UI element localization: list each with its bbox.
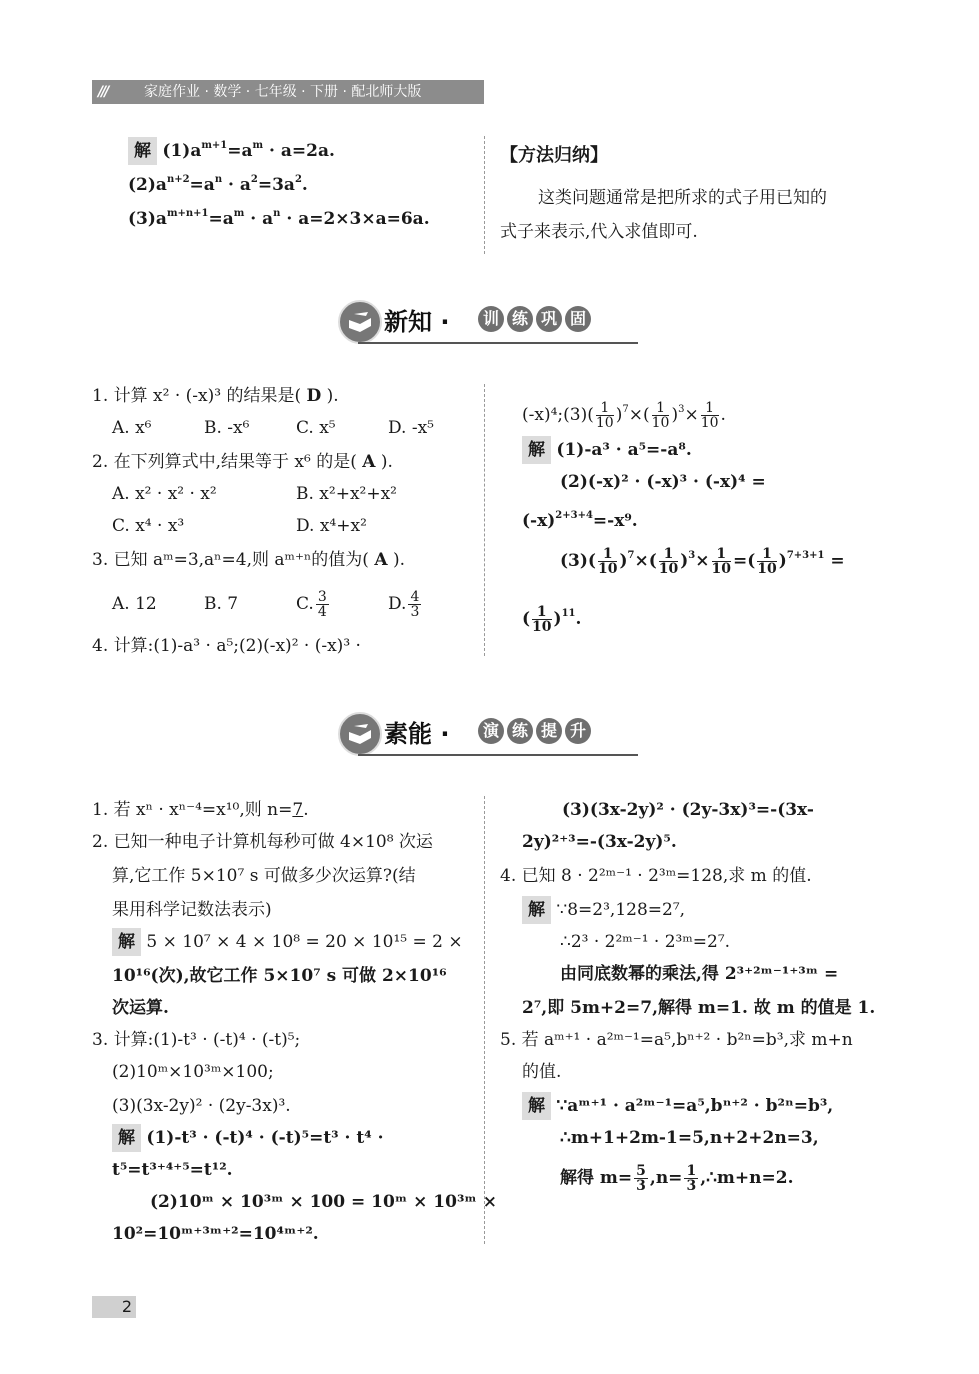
banner-title: 新知 ·: [384, 308, 450, 336]
banner-title: 素能 ·: [384, 720, 450, 748]
top-solution-line-1: 解 $(1)a^{m+1}=a^m \cdot a=2a$.: [128, 132, 335, 165]
s1-q2-opt-d: D. x⁴+x²: [296, 516, 367, 536]
s2-q3-line-2: (2)10ᵐ×10³ᵐ×100;: [112, 1062, 274, 1082]
s1-solution-line-5: ( $\frac{1}{10}$ )$^{11}$.: [522, 604, 582, 635]
column-divider: [484, 136, 485, 254]
s1-q1-opt-a: A. x⁶: [112, 418, 152, 438]
s2-q3-solution-4: 10²=10ᵐ⁺³ᵐ⁺²=10⁴ᵐ⁺².: [112, 1224, 319, 1244]
top-solution-line-3: $(3)a^{m+n+1}=a^m \cdot a^n \cdot a=2\times 3\times a=6a$.: [128, 208, 430, 229]
s1-q3-opt-c: C. $\frac{3}{4}$: [296, 589, 327, 620]
s2-q3-line-1: 3. 计算:(1)-t³ · (-t)⁴ · (-t)⁵;: [92, 1030, 301, 1050]
s1-solution-line-1: 解 (1)-a³ · a⁵=-a⁸.: [522, 436, 692, 464]
pencil-book-icon: [338, 712, 382, 756]
s2-q5-line-2: 的值.: [522, 1062, 562, 1082]
header-title: 家庭作业 · 数学 · 七年级 · 下册 · 配北师大版: [144, 84, 422, 100]
s2-q4-solution-2: ∴2³ · 2²ᵐ⁻¹ · 2³ᵐ=2⁷.: [560, 932, 731, 952]
section-banner-new-knowledge: [338, 296, 638, 348]
s2-q5-solution-1: 解 ∵aᵐ⁺¹ · a²ᵐ⁻¹=a⁵,bⁿ⁺² · b²ⁿ=b³,: [522, 1092, 833, 1120]
solution-tag: 解: [128, 137, 157, 165]
column-divider: [484, 796, 485, 1244]
s1-q1: 1. 计算 x² · (-x)³ 的结果是( D ).: [92, 386, 339, 406]
page-number: 2: [92, 1296, 136, 1318]
s1-q3-opt-b: B. 7: [204, 594, 239, 614]
s1-q4: 4. 计算:(1)-a³ · a⁵;(2)(-x)² · (-x)³ ·: [92, 636, 361, 656]
s2-q2-line-2: 算,它工作 5×10⁷ s 可做多少次运算?(结: [112, 866, 416, 886]
s1-q1-opt-c: C. x⁵: [296, 418, 336, 438]
s1-q4-continued: (-x)⁴;(3)( $\frac{1}{10}$ )$^7$×( $\frac{1}{10}$ )$^3$× $\frac{1}{10}$ .: [522, 400, 726, 431]
s2-q2-line-1: 2. 已知一种电子计算机每秒可做 4×10⁸ 次运: [92, 832, 433, 852]
s1-q2-opt-a: A. x² · x² · x²: [112, 484, 217, 504]
s2-q5-solution-3: 解得 m= $\frac{5}{3}$ ,n= $\frac{1}{3}$ ,∴m+n=2.: [560, 1163, 794, 1194]
section-banner-skills: [338, 708, 638, 760]
s1-q3-opt-a: A. 12: [112, 594, 157, 614]
s2-q2-solution-2: 10¹⁶(次),故它工作 5×10⁷ s 可做 2×10¹⁶: [112, 966, 447, 986]
s1-solution-line-2: (2)(-x)² · (-x)³ · (-x)⁴ =: [560, 472, 766, 492]
s2-q2-solution-3: 次运算.: [112, 998, 169, 1018]
s2-q3-solution-3: (2)10ᵐ × 10³ᵐ × 100 = 10ᵐ × 10³ᵐ ×: [150, 1192, 497, 1212]
s1-q2-opt-b: B. x²+x²+x²: [296, 484, 397, 504]
s2-q5-solution-2: ∴m+1+2m-1=5,n+2+2n=3,: [560, 1128, 819, 1148]
s1-solution-line-3: $(-x)^{2+3+4}=-x^9$.: [522, 510, 638, 531]
s1-q1-opt-d: D. -x⁵: [388, 418, 434, 438]
top-solution-line-2: $(2)a^{n+2}=a^n \cdot a^2=3a^2$.: [128, 174, 308, 195]
banner-underline: [358, 754, 638, 756]
s2-q4-solution-3: 由同底数幂的乘法,得 2³⁺²ᵐ⁻¹⁺³ᵐ =: [560, 964, 839, 984]
column-divider: [484, 384, 485, 656]
s2-q3-solution-6: 2y)²⁺³=-(3x-2y)⁵.: [522, 832, 677, 852]
s2-q4-solution-4: 2⁷,即 5m+2=7,解得 m=1. 故 m 的值是 1.: [522, 998, 876, 1018]
s2-q4-solution-1: 解 ∵8=2³,128=2⁷,: [522, 896, 685, 924]
s2-q2-line-3: 果用科学记数法表示): [112, 900, 272, 920]
s1-q2: 2. 在下列算式中,结果等于 x⁶ 的是( A ).: [92, 452, 393, 472]
s2-q1: 1. 若 xⁿ · xⁿ⁻⁴=x¹⁰,则 n=7.: [92, 800, 309, 820]
s2-q4: 4. 已知 8 · 2²ᵐ⁻¹ · 2³ᵐ=128,求 m 的值.: [500, 866, 812, 886]
header-slashes: ///: [98, 84, 108, 100]
banner-subtitle: 训 练 巩 固: [478, 306, 594, 332]
method-line-1: 这类问题通常是把所求的式子用已知的: [538, 188, 827, 208]
s1-q1-opt-b: B. -x⁶: [204, 418, 250, 438]
s2-q3-line-3: (3)(3x-2y)² · (2y-3x)³.: [112, 1096, 291, 1116]
method-line-2: 式子来表示,代入求值即可.: [500, 222, 698, 242]
s2-q2-solution-1: 解 5 × 10⁷ × 4 × 10⁸ = 20 × 10¹⁵ = 2 ×: [112, 928, 463, 956]
s1-q3-opt-d: D. $\frac{4}{3}$: [388, 589, 420, 620]
s1-q3: 3. 已知 aᵐ=3,aⁿ=4,则 aᵐ⁺ⁿ的值为( A ).: [92, 550, 405, 570]
banner-underline: [358, 342, 638, 344]
s2-q3-solution-2: t⁵=t³⁺⁴⁺⁵=t¹².: [112, 1160, 233, 1180]
s2-q5-line-1: 5. 若 aᵐ⁺¹ · a²ᵐ⁻¹=a⁵,bⁿ⁺² · b²ⁿ=b³,求 m+n: [500, 1030, 853, 1050]
method-title: 【方法归纳】: [500, 145, 608, 166]
pencil-book-icon: [338, 300, 382, 344]
banner-subtitle: 演 练 提 升: [478, 718, 594, 744]
s1-q2-opt-c: C. x⁴ · x³: [112, 516, 185, 536]
s2-q3-solution-5: (3)(3x-2y)² · (2y-3x)³=-(3x-: [562, 800, 814, 820]
s2-q3-solution-1: 解 (1)-t³ · (-t)⁴ · (-t)⁵=t³ · t⁴ ·: [112, 1124, 384, 1152]
s1-solution-line-4: (3)( $\frac{1}{10}$ )$^7$×( $\frac{1}{10}$ )$^3$× $\frac{1}{10}$ =( $\frac{1}{10}$ )$^{7+3+1}$ =: [560, 546, 845, 577]
running-header: [92, 80, 484, 104]
